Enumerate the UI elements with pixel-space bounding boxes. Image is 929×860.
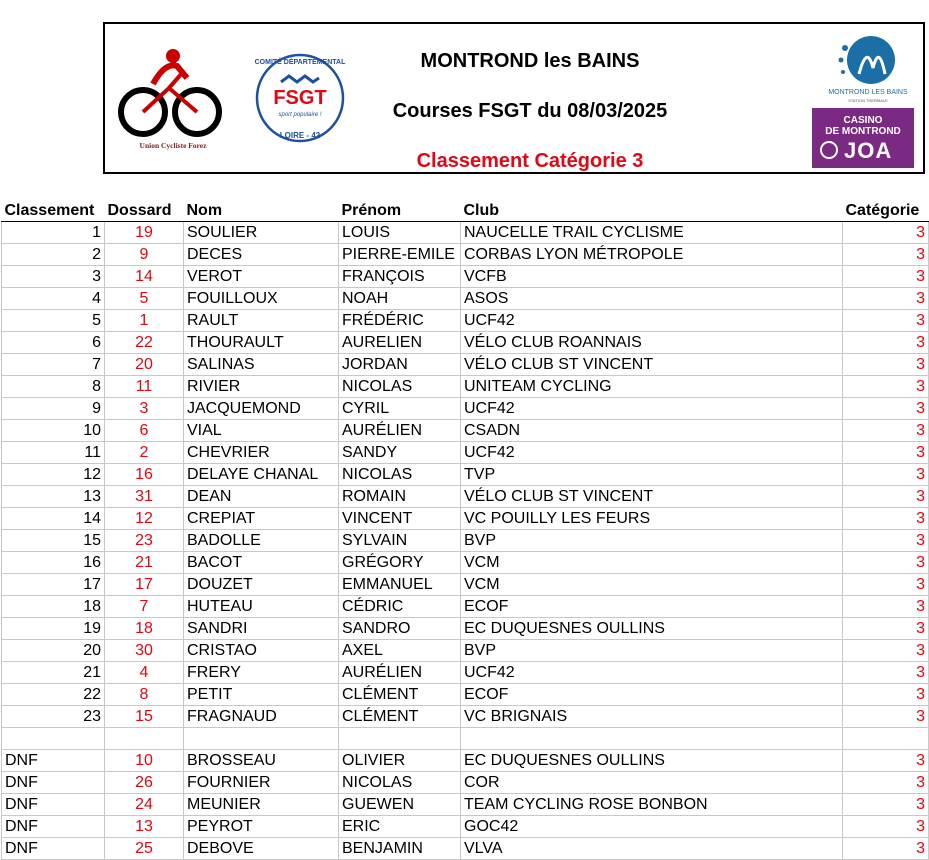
cell-bib: 26 bbox=[105, 772, 184, 794]
cell-cat: 3 bbox=[843, 442, 929, 464]
header-club: Club bbox=[461, 200, 843, 222]
empty-cell bbox=[843, 728, 929, 750]
cell-prenom: CYRIL bbox=[339, 398, 461, 420]
cell-nom: DOUZET bbox=[184, 574, 339, 596]
cell-club: UCF42 bbox=[461, 442, 843, 464]
table-row bbox=[2, 772, 929, 794]
cell-bib: 22 bbox=[105, 332, 184, 354]
fsgt-slogan: sport populaire ! bbox=[278, 112, 322, 118]
cell-nom: BADOLLE bbox=[184, 530, 339, 552]
table-row bbox=[2, 530, 929, 552]
empty-cell bbox=[2, 728, 105, 750]
cell-nom: VIAL bbox=[184, 420, 339, 442]
cell-club: ASOS bbox=[461, 288, 843, 310]
table-row bbox=[2, 596, 929, 618]
table-row bbox=[2, 706, 929, 728]
joa-mark-icon bbox=[820, 141, 838, 159]
cell-bib: 24 bbox=[105, 794, 184, 816]
cell-nom: SALINAS bbox=[184, 354, 339, 376]
cell-nom: CREPIAT bbox=[184, 508, 339, 530]
cell-nom: RAULT bbox=[184, 310, 339, 332]
cell-club: ECOF bbox=[461, 596, 843, 618]
cell-cat: 3 bbox=[843, 684, 929, 706]
cell-rank: 4 bbox=[2, 288, 105, 310]
cell-prenom: AXEL bbox=[339, 640, 461, 662]
cell-bib: 7 bbox=[105, 596, 184, 618]
cell-rank: DNF bbox=[2, 838, 105, 860]
joa-line1: CASINO bbox=[843, 115, 883, 126]
cell-cat: 3 bbox=[843, 486, 929, 508]
cell-cat: 3 bbox=[843, 618, 929, 640]
table-row bbox=[2, 288, 929, 310]
cell-nom: MEUNIER bbox=[184, 794, 339, 816]
empty-cell bbox=[105, 728, 184, 750]
cell-bib: 10 bbox=[105, 750, 184, 772]
cell-cat: 3 bbox=[843, 376, 929, 398]
cell-rank: 12 bbox=[2, 464, 105, 486]
cell-bib: 31 bbox=[105, 486, 184, 508]
table-row bbox=[2, 244, 929, 266]
cell-bib: 13 bbox=[105, 816, 184, 838]
cell-prenom: FRÉDÉRIC bbox=[339, 310, 461, 332]
cell-rank: DNF bbox=[2, 750, 105, 772]
cell-club: CSADN bbox=[461, 420, 843, 442]
cell-prenom: PIERRE-EMILE bbox=[339, 244, 461, 266]
cell-rank: 21 bbox=[2, 662, 105, 684]
table-row bbox=[2, 574, 929, 596]
fsgt-logo-text: FSGT bbox=[273, 87, 327, 109]
cell-club: UCF42 bbox=[461, 662, 843, 684]
cell-cat: 3 bbox=[843, 420, 929, 442]
cell-rank: 14 bbox=[2, 508, 105, 530]
cell-rank: 5 bbox=[2, 310, 105, 332]
results-body bbox=[2, 222, 929, 860]
cell-club: ECOF bbox=[461, 684, 843, 706]
spacer-row bbox=[2, 728, 929, 750]
cell-rank: 13 bbox=[2, 486, 105, 508]
table-row bbox=[2, 662, 929, 684]
table-row bbox=[2, 464, 929, 486]
cell-club: CORBAS LYON MÉTROPOLE bbox=[461, 244, 843, 266]
cell-club: VLVA bbox=[461, 838, 843, 860]
cell-club: EC DUQUESNES OULLINS bbox=[461, 618, 843, 640]
cell-prenom: SANDY bbox=[339, 442, 461, 464]
cell-prenom: AURELIEN bbox=[339, 332, 461, 354]
cell-rank: 15 bbox=[2, 530, 105, 552]
cell-nom: JACQUEMOND bbox=[184, 398, 339, 420]
cell-nom: BACOT bbox=[184, 552, 339, 574]
cell-cat: 3 bbox=[843, 332, 929, 354]
cell-prenom: AURÉLIEN bbox=[339, 662, 461, 684]
cell-club: VÉLO CLUB ST VINCENT bbox=[461, 486, 843, 508]
cell-cat: 3 bbox=[843, 794, 929, 816]
cell-prenom: EMMANUEL bbox=[339, 574, 461, 596]
montrond-logo-text: MONTROND LES BAINS bbox=[828, 89, 908, 96]
cell-prenom: ROMAIN bbox=[339, 486, 461, 508]
cell-cat: 3 bbox=[843, 706, 929, 728]
cell-cat: 3 bbox=[843, 838, 929, 860]
cell-bib: 20 bbox=[105, 354, 184, 376]
results-table bbox=[1, 200, 929, 860]
fsgt-ring-bottom: LOIRE - 42 bbox=[279, 131, 321, 140]
cell-rank: 19 bbox=[2, 618, 105, 640]
cell-cat: 3 bbox=[843, 662, 929, 684]
joa-casino-logo bbox=[812, 108, 914, 168]
cell-cat: 3 bbox=[843, 574, 929, 596]
cell-bib: 15 bbox=[105, 706, 184, 728]
cell-rank: 11 bbox=[2, 442, 105, 464]
cell-prenom: CLÉMENT bbox=[339, 684, 461, 706]
joa-brand: JOA bbox=[844, 138, 893, 163]
ucf-logo-text: Union Cycliste Forez bbox=[139, 141, 207, 150]
cell-rank: 2 bbox=[2, 244, 105, 266]
cell-bib: 6 bbox=[105, 420, 184, 442]
header-classement: Classement bbox=[2, 200, 105, 222]
cell-bib: 8 bbox=[105, 684, 184, 706]
cell-prenom: VINCENT bbox=[339, 508, 461, 530]
table-row bbox=[2, 684, 929, 706]
cell-bib: 17 bbox=[105, 574, 184, 596]
cell-prenom: FRANÇOIS bbox=[339, 266, 461, 288]
cell-bib: 3 bbox=[105, 398, 184, 420]
cell-club: UCF42 bbox=[461, 398, 843, 420]
cell-prenom: NICOLAS bbox=[339, 376, 461, 398]
cell-bib: 12 bbox=[105, 508, 184, 530]
cell-cat: 3 bbox=[843, 772, 929, 794]
cell-prenom: JORDAN bbox=[339, 354, 461, 376]
cell-nom: SANDRI bbox=[184, 618, 339, 640]
page-title: MONTROND les BAINS bbox=[420, 50, 640, 72]
cell-nom: CHEVRIER bbox=[184, 442, 339, 464]
header-nom: Nom bbox=[184, 200, 339, 222]
cell-nom: THOURAULT bbox=[184, 332, 339, 354]
cell-club: VCM bbox=[461, 574, 843, 596]
table-row bbox=[2, 486, 929, 508]
table-row bbox=[2, 354, 929, 376]
cell-prenom: NICOLAS bbox=[339, 772, 461, 794]
cell-prenom: AURÉLIEN bbox=[339, 420, 461, 442]
cell-club: EC DUQUESNES OULLINS bbox=[461, 750, 843, 772]
cell-bib: 16 bbox=[105, 464, 184, 486]
cell-nom: CRISTAO bbox=[184, 640, 339, 662]
cell-nom: DELAYE CHANAL bbox=[184, 464, 339, 486]
cell-nom: FRAGNAUD bbox=[184, 706, 339, 728]
cell-bib: 18 bbox=[105, 618, 184, 640]
table-row bbox=[2, 420, 929, 442]
header-banner bbox=[103, 22, 925, 174]
cell-bib: 14 bbox=[105, 266, 184, 288]
montrond-logo-icon bbox=[823, 34, 913, 106]
cell-rank: 20 bbox=[2, 640, 105, 662]
cell-rank: DNF bbox=[2, 816, 105, 838]
cell-bib: 1 bbox=[105, 310, 184, 332]
table-row bbox=[2, 376, 929, 398]
table-row bbox=[2, 508, 929, 530]
cell-rank: 7 bbox=[2, 354, 105, 376]
cell-cat: 3 bbox=[843, 596, 929, 618]
cell-prenom: LOUIS bbox=[339, 222, 461, 244]
cell-cat: 3 bbox=[843, 530, 929, 552]
cell-club: UNITEAM CYCLING bbox=[461, 376, 843, 398]
cell-nom: FOURNIER bbox=[184, 772, 339, 794]
cell-prenom: OLIVIER bbox=[339, 750, 461, 772]
cell-rank: 17 bbox=[2, 574, 105, 596]
cell-rank: 10 bbox=[2, 420, 105, 442]
cell-prenom: SANDRO bbox=[339, 618, 461, 640]
cell-club: VCM bbox=[461, 552, 843, 574]
cell-cat: 3 bbox=[843, 398, 929, 420]
table-row bbox=[2, 332, 929, 354]
cell-prenom: GUEWEN bbox=[339, 794, 461, 816]
cell-cat: 3 bbox=[843, 508, 929, 530]
joa-line2: DE MONTROND bbox=[825, 126, 901, 137]
cell-rank: 22 bbox=[2, 684, 105, 706]
cell-rank: 6 bbox=[2, 332, 105, 354]
header-dossard: Dossard bbox=[105, 200, 184, 222]
empty-cell bbox=[339, 728, 461, 750]
cell-bib: 19 bbox=[105, 222, 184, 244]
cell-prenom: NOAH bbox=[339, 288, 461, 310]
cell-club: TVP bbox=[461, 464, 843, 486]
cell-club: VCFB bbox=[461, 266, 843, 288]
cell-rank: 18 bbox=[2, 596, 105, 618]
table-row bbox=[2, 794, 929, 816]
cell-cat: 3 bbox=[843, 266, 929, 288]
cell-cat: 3 bbox=[843, 552, 929, 574]
cell-cat: 3 bbox=[843, 640, 929, 662]
cell-nom: DEBOVE bbox=[184, 838, 339, 860]
table-row bbox=[2, 398, 929, 420]
cell-club: BVP bbox=[461, 530, 843, 552]
cell-rank: 1 bbox=[2, 222, 105, 244]
cell-rank: DNF bbox=[2, 772, 105, 794]
cell-prenom: SYLVAIN bbox=[339, 530, 461, 552]
empty-cell bbox=[461, 728, 843, 750]
cell-club: NAUCELLE TRAIL CYCLISME bbox=[461, 222, 843, 244]
cell-club: BVP bbox=[461, 640, 843, 662]
cell-nom: VEROT bbox=[184, 266, 339, 288]
cell-club: VC BRIGNAIS bbox=[461, 706, 843, 728]
cell-cat: 3 bbox=[843, 750, 929, 772]
cell-club: GOC42 bbox=[461, 816, 843, 838]
cell-rank: 16 bbox=[2, 552, 105, 574]
table-row bbox=[2, 266, 929, 288]
cell-nom: PETIT bbox=[184, 684, 339, 706]
cell-bib: 25 bbox=[105, 838, 184, 860]
header-categorie: Catégorie bbox=[843, 200, 929, 222]
cell-bib: 21 bbox=[105, 552, 184, 574]
cell-club: VC POUILLY LES FEURS bbox=[461, 508, 843, 530]
cell-prenom: BENJAMIN bbox=[339, 838, 461, 860]
cell-bib: 5 bbox=[105, 288, 184, 310]
cell-bib: 11 bbox=[105, 376, 184, 398]
cell-prenom: CÉDRIC bbox=[339, 596, 461, 618]
cell-nom: BROSSEAU bbox=[184, 750, 339, 772]
table-row bbox=[2, 310, 929, 332]
cell-bib: 23 bbox=[105, 530, 184, 552]
cell-bib: 30 bbox=[105, 640, 184, 662]
cell-cat: 3 bbox=[843, 222, 929, 244]
cell-nom: FOUILLOUX bbox=[184, 288, 339, 310]
cell-nom: PEYROT bbox=[184, 816, 339, 838]
cell-cat: 3 bbox=[843, 816, 929, 838]
cell-prenom: CLÉMENT bbox=[339, 706, 461, 728]
cell-club: UCF42 bbox=[461, 310, 843, 332]
classement-title: Classement Catégorie 3 bbox=[416, 150, 644, 172]
cell-nom: DEAN bbox=[184, 486, 339, 508]
cell-bib: 4 bbox=[105, 662, 184, 684]
table-row bbox=[2, 640, 929, 662]
cell-bib: 9 bbox=[105, 244, 184, 266]
cell-bib: 2 bbox=[105, 442, 184, 464]
cell-nom: DECES bbox=[184, 244, 339, 266]
cell-prenom: ERIC bbox=[339, 816, 461, 838]
montrond-logo-sub: STATION THERMALE bbox=[848, 98, 888, 103]
cell-rank: DNF bbox=[2, 794, 105, 816]
cell-rank: 8 bbox=[2, 376, 105, 398]
table-row bbox=[2, 552, 929, 574]
table-header-row bbox=[2, 200, 929, 222]
table-row bbox=[2, 442, 929, 464]
fsgt-ring-top: COMITÉ DÉPARTEMENTAL bbox=[254, 59, 346, 66]
cell-cat: 3 bbox=[843, 464, 929, 486]
table-row bbox=[2, 816, 929, 838]
cell-nom: FRERY bbox=[184, 662, 339, 684]
table-row bbox=[2, 838, 929, 860]
cell-club: VÉLO CLUB ROANNAIS bbox=[461, 332, 843, 354]
cell-prenom: GRÉGORY bbox=[339, 552, 461, 574]
cell-club: TEAM CYCLING ROSE BONBON bbox=[461, 794, 843, 816]
race-subtitle: Courses FSGT du 08/03/2025 bbox=[392, 100, 668, 122]
cell-rank: 23 bbox=[2, 706, 105, 728]
cell-cat: 3 bbox=[843, 288, 929, 310]
cell-club: COR bbox=[461, 772, 843, 794]
cell-rank: 3 bbox=[2, 266, 105, 288]
table-row bbox=[2, 750, 929, 772]
table-row bbox=[2, 618, 929, 640]
empty-cell bbox=[184, 728, 339, 750]
table-row bbox=[2, 222, 929, 244]
cell-cat: 3 bbox=[843, 244, 929, 266]
cell-cat: 3 bbox=[843, 310, 929, 332]
header-prenom: Prénom bbox=[339, 200, 461, 222]
cell-nom: HUTEAU bbox=[184, 596, 339, 618]
cell-prenom: NICOLAS bbox=[339, 464, 461, 486]
cell-rank: 9 bbox=[2, 398, 105, 420]
cell-cat: 3 bbox=[843, 354, 929, 376]
cell-nom: RIVIER bbox=[184, 376, 339, 398]
cell-nom: SOULIER bbox=[184, 222, 339, 244]
cell-club: VÉLO CLUB ST VINCENT bbox=[461, 354, 843, 376]
